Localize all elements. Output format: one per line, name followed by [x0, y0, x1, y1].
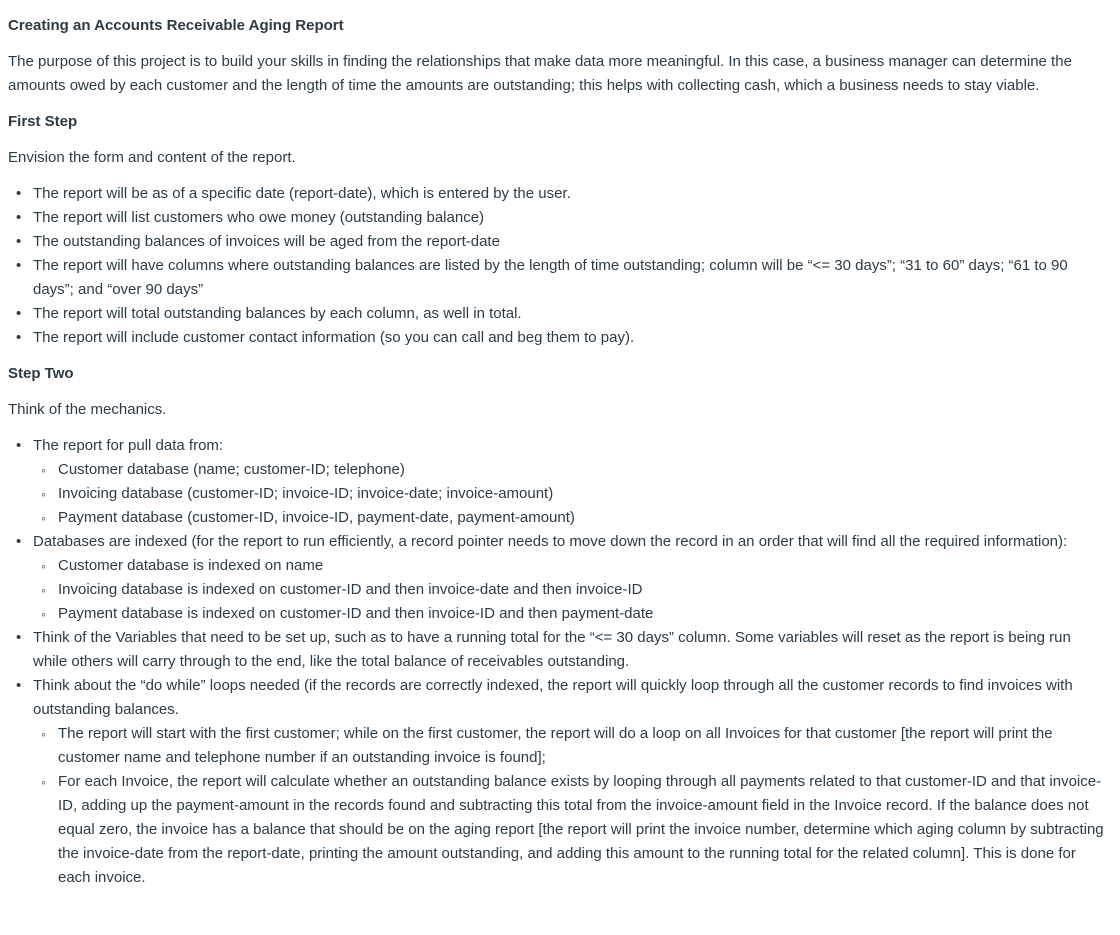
sub-list-item: ◦ Customer database (name; customer-ID; telephone): [58, 458, 1108, 482]
list-item-text: The report for pull data from:: [33, 437, 224, 454]
sub-list: [33, 722, 1108, 890]
first-step-list: [8, 182, 1108, 350]
list-item: • The report will list customers who owe money (outstanding balance): [33, 206, 1108, 230]
list-item: [33, 434, 1108, 530]
sub-list-item: ◦ Invoicing database is indexed on customer-ID and then invoice-date and then invoice-ID: [58, 578, 1108, 602]
sub-list-item: ◦ For each Invoice, the report will calculate whether an outstanding balance exists by looping through all payments related to that customer-ID and that invoice-ID, adding up the payment-amount in the records found and subtracting this total from the invoice-amount field in the Invoice record. If the balance does not equal zero, the invoice has a balance that should be on the aging report [the report will print the invoice number, determine which aging column by subtracting the invoice-date from the report-date, printing the amount outstanding, and adding this amount to the running total for the related column]. This is done for each invoice.: [58, 770, 1108, 890]
sub-list-item: ◦ Payment database (customer-ID, invoice-ID, payment-date, payment-amount): [58, 506, 1108, 530]
list-item-text: Databases are indexed (for the report to run efficiently, a record pointer needs to move down the record in an order that will find all the required information):: [33, 533, 1068, 550]
list-item: • The outstanding balances of invoices will be aged from the report-date: [33, 230, 1108, 254]
list-item: [33, 674, 1108, 890]
list-item-text: Think about the “do while” loops needed (if the records are correctly indexed, the report will quickly loop through all the customer records to find invoices with outstanding balances.: [33, 677, 1073, 718]
step-two-list: [8, 434, 1108, 890]
step-two-heading: Step Two: [8, 365, 74, 382]
sub-list-item: ◦ Customer database is indexed on name: [58, 554, 1108, 578]
list-item: [33, 530, 1108, 626]
sub-list: [33, 458, 1108, 530]
sub-list: [33, 554, 1108, 626]
sub-list-item: ◦ The report will start with the first customer; while on the first customer, the report will do a loop on all Invoices for that customer [the report will print the customer name and telephone number if an outstanding invoice is found];: [58, 722, 1108, 770]
sub-list-item: ◦ Payment database is indexed on customer-ID and then invoice-ID and then payment-date: [58, 602, 1108, 626]
list-item: • The report will include customer contact information (so you can call and beg them to pay).: [33, 326, 1108, 350]
list-item: • The report will have columns where outstanding balances are listed by the length of time outstanding; column will be “<= 30 days”; “31 to 60” days; “61 to 90 days”; and “over 90 days”: [33, 254, 1108, 302]
list-item-text: Think of the Variables that need to be set up, such as to have a running total for the “<= 30 days” column. Some variables will reset as the report is being run while others will carry through to the end, like the total balance of receivables outstanding.: [33, 629, 1071, 670]
list-item: • The report will total outstanding balances by each column, as well in total.: [33, 302, 1108, 326]
document-title: Creating an Accounts Receivable Aging Report: [8, 17, 344, 34]
intro-paragraph: The purpose of this project is to build your skills in finding the relationships that make data more meaningful. In this case, a business manager can determine the amounts owed by each customer and the length of time the amounts are outstanding; this helps with collecting cash, which a business needs to stay viable.: [8, 53, 1072, 94]
sub-list-item: ◦ Invoicing database (customer-ID; invoice-ID; invoice-date; invoice-amount): [58, 482, 1108, 506]
step-two-lead: Think of the mechanics.: [8, 401, 167, 418]
first-step-lead: Envision the form and content of the report.: [8, 149, 296, 166]
list-item: • The report will be as of a specific date (report-date), which is entered by the user.: [33, 182, 1108, 206]
first-step-heading: First Step: [8, 113, 78, 130]
list-item: [33, 626, 1108, 674]
